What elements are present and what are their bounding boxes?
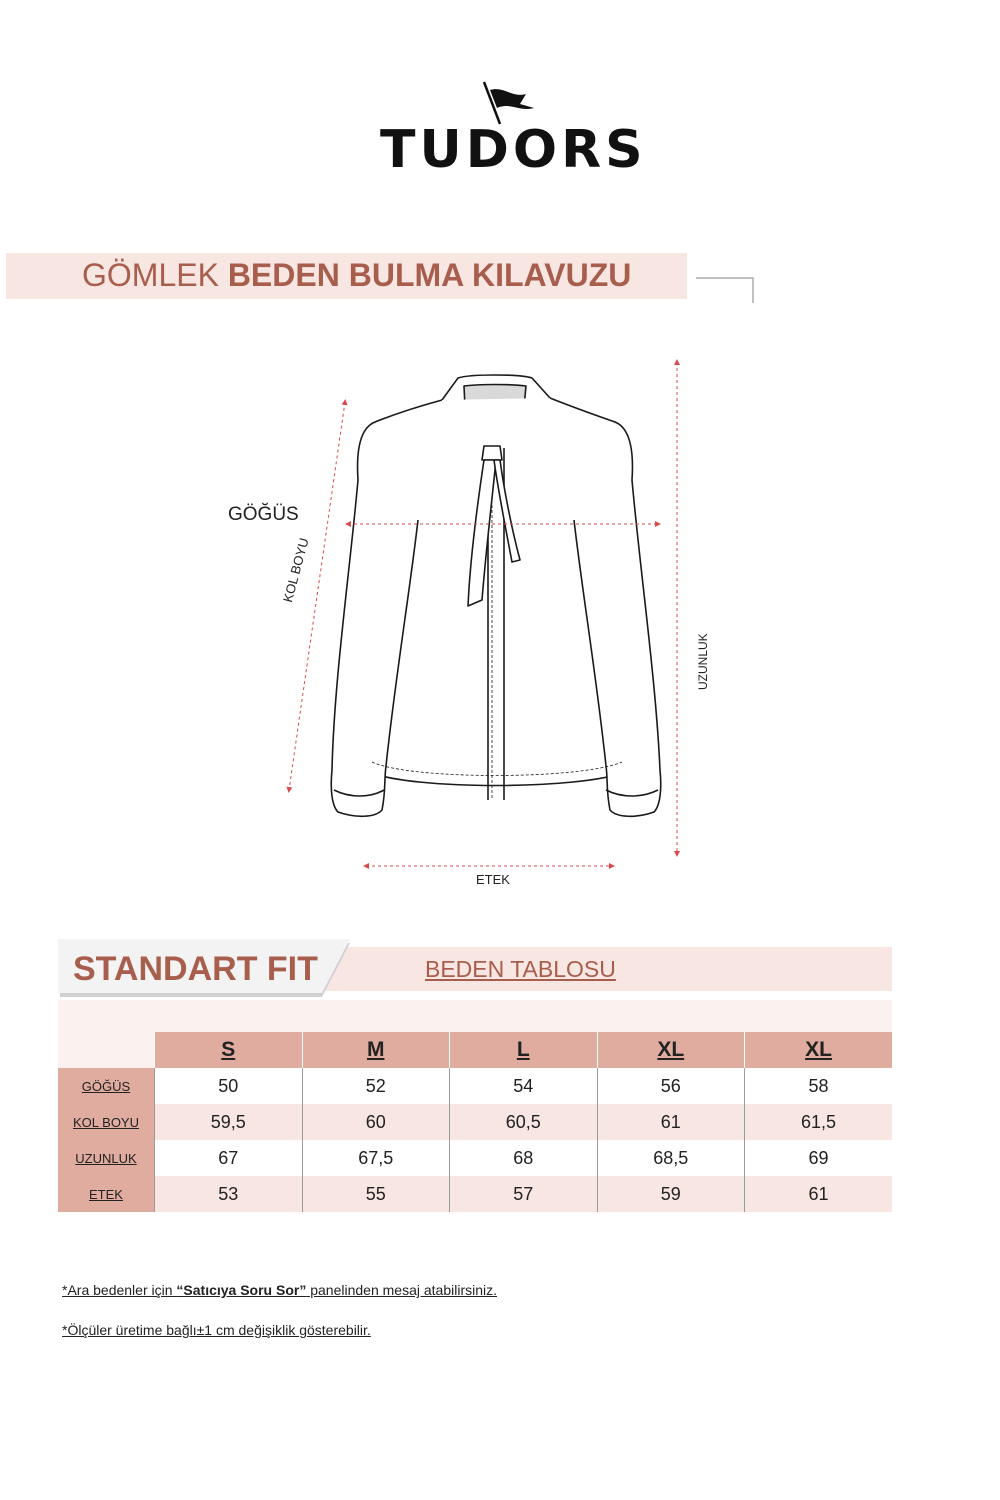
note-tolerance[interactable]: *Ölçüler üretime bağlı±1 cm değişiklik gösterebilir. [62, 1322, 371, 1338]
table-cell: 55 [302, 1176, 450, 1212]
table-row [58, 1104, 892, 1140]
table-cell: 59,5 [155, 1104, 303, 1140]
label-hem: ETEK [476, 872, 510, 887]
note-seller-question[interactable]: *Ara bedenler için “Satıcıya Soru Sor” panelinden mesaj atabilirsiniz. [62, 1282, 498, 1298]
brand-logo [380, 78, 647, 180]
table-cell: 50 [155, 1068, 303, 1104]
size-header: M [302, 1032, 450, 1068]
label-sleeve: KOL BOYU [280, 536, 312, 604]
row-label: GÖĞÜS [58, 1068, 155, 1104]
table-cell: 54 [450, 1068, 598, 1104]
label-length: UZUNLUK [696, 633, 710, 690]
table-cell: 68,5 [597, 1140, 745, 1176]
table-cell: 67,5 [302, 1140, 450, 1176]
table-top-band [58, 1000, 892, 1032]
size-header-row [58, 1032, 892, 1068]
table-cell: 57 [450, 1176, 598, 1212]
header-blank [58, 1032, 155, 1068]
size-header: S [155, 1032, 303, 1068]
table-cell: 61 [745, 1176, 893, 1212]
page-title: GÖMLEK BEDEN BULMA KILAVUZU [82, 257, 632, 293]
table-cell: 68 [450, 1140, 598, 1176]
table-cell: 61 [597, 1104, 745, 1140]
row-label: ETEK [58, 1176, 155, 1212]
brand-name: TUDORS [380, 120, 647, 180]
label-chest: GÖĞÜS [228, 504, 299, 525]
table-cell: 56 [597, 1068, 745, 1104]
table-cell: 60 [302, 1104, 450, 1140]
fit-title: STANDART FIT [73, 950, 318, 988]
table-cell: 58 [745, 1068, 893, 1104]
size-header: XL [597, 1032, 745, 1068]
table-cell: 60,5 [450, 1104, 598, 1140]
table-cell: 52 [302, 1068, 450, 1104]
table-cell: 61,5 [745, 1104, 893, 1140]
table-cell: 69 [745, 1140, 893, 1176]
size-header: L [450, 1032, 598, 1068]
size-header: XL [745, 1032, 893, 1068]
table-row [58, 1068, 892, 1104]
shirt-illustration [220, 350, 740, 910]
row-label: KOL BOYU [58, 1104, 155, 1140]
table-row [58, 1176, 892, 1212]
table-cell: 53 [155, 1176, 303, 1212]
size-table-title: BEDEN TABLOSU [425, 956, 616, 982]
size-table [58, 1032, 892, 1212]
table-row [58, 1140, 892, 1176]
corner-decoration [696, 277, 754, 303]
table-cell: 59 [597, 1176, 745, 1212]
shirt-diagram [220, 350, 740, 910]
table-cell: 67 [155, 1140, 303, 1176]
row-label: UZUNLUK [58, 1140, 155, 1176]
